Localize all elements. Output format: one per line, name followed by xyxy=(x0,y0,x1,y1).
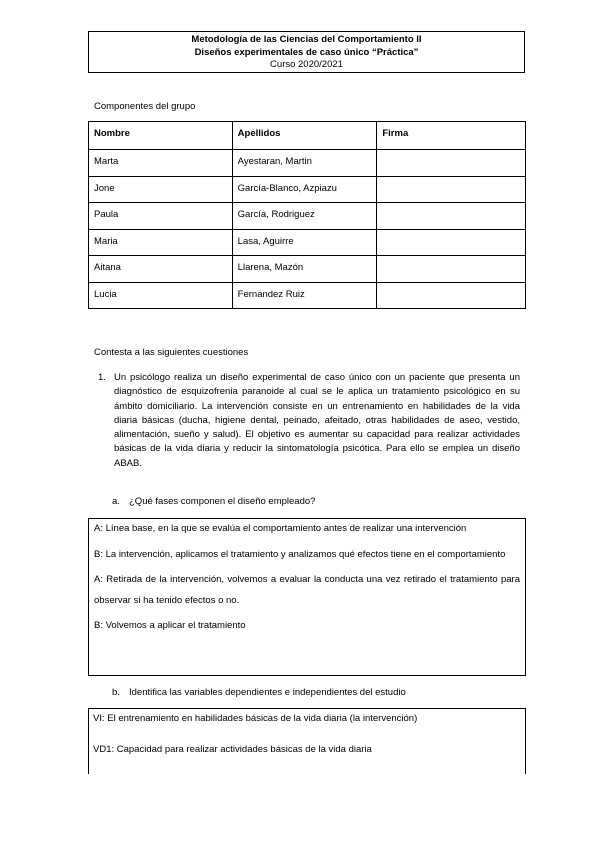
cell-apellidos: Fernandez Ruiz xyxy=(232,282,377,309)
sub-question-a xyxy=(112,496,315,507)
cell-apellidos: Ayestaran, Martin xyxy=(232,150,377,177)
sub-question-b xyxy=(112,687,406,698)
members-table xyxy=(88,121,526,309)
sub-question-text: ¿Qué fases componen el diseño empleado? xyxy=(129,496,316,507)
answer-line: B: La intervención, aplicamos el tratamiento y analizamos qué efectos tiene en el comportamiento xyxy=(94,548,506,560)
course-year: Curso 2020/2021 xyxy=(270,59,343,70)
cell-firma xyxy=(377,282,526,309)
sub-letter: a. xyxy=(112,496,120,507)
cell-nombre: Jone xyxy=(89,176,233,203)
column-header-apellidos: Apellidos xyxy=(232,122,377,150)
cell-firma xyxy=(377,150,526,177)
cell-nombre: Marta xyxy=(89,150,233,177)
table-row xyxy=(89,176,526,203)
cell-nombre: Paula xyxy=(89,203,233,230)
cell-apellidos: Llarena, Mazón xyxy=(232,256,377,283)
column-header-nombre: Nombre xyxy=(89,122,233,150)
group-label: Componentes del grupo xyxy=(94,101,196,112)
column-header-firma: Firma xyxy=(377,122,526,150)
table-row xyxy=(89,203,526,230)
cell-firma xyxy=(377,256,526,283)
table-row xyxy=(89,282,526,309)
cell-nombre: Aitana xyxy=(89,256,233,283)
answer-box-b xyxy=(88,708,526,774)
answer-line: VI: El entrenamiento en habilidades básicas de la vida diaria (la intervención) xyxy=(93,713,418,724)
question-text: Un psicólogo realiza un diseño experimental de caso único con un paciente que presenta un diagnóstico de esquizofrenia paranoide al cual se le aplica un tratamiento psicológico en su ámbito domiciliario. La intervención consiste en un entrenamiento en habilidades de la vida diaria básicas (ducha, higiene dental, peinado, afeitado, otras habilidades de aseo, vestido, alimentación, sueño y salud). El objetivo es aumentar su capacidad para realizar actividades básicas de la vida diaria y reducir la sintomatología psicótica. Para ello se emplea un diseño ABAB. xyxy=(114,372,520,469)
answer-line: B: Volvemos a aplicar el tratamiento xyxy=(94,620,246,631)
answer-line: VD1: Capacidad para realizar actividades básicas de la vida diaria xyxy=(93,744,372,755)
table-header-row xyxy=(89,122,526,150)
cell-firma xyxy=(377,176,526,203)
table-row xyxy=(89,150,526,177)
cell-firma xyxy=(377,203,526,230)
table-row xyxy=(89,229,526,256)
cell-nombre: Lucia xyxy=(89,282,233,309)
cell-firma xyxy=(377,229,526,256)
sub-letter: b. xyxy=(112,687,120,698)
question-1 xyxy=(98,371,520,471)
answer-line: A: Retirada de la intervención, volvemos a evaluar la conducta una vez retirado el tratamiento para observar si ha tenido efectos o no. xyxy=(94,574,520,606)
cell-apellidos: García, Rodriguez xyxy=(232,203,377,230)
answer-box-a xyxy=(88,518,526,676)
cell-apellidos: García-Blanco, Azpiazu xyxy=(232,176,377,203)
header-box xyxy=(88,31,525,73)
table-row xyxy=(89,256,526,283)
course-title: Metodología de las Ciencias del Comportamiento II xyxy=(191,34,422,45)
question-number: 1. xyxy=(98,372,106,383)
cell-nombre: Maria xyxy=(89,229,233,256)
practice-title: Diseños experimentales de caso único “Práctica” xyxy=(194,46,419,58)
instructions: Contesta a las siguientes cuestiones xyxy=(94,347,249,358)
sub-question-text: Identifica las variables dependientes e independientes del estudio xyxy=(129,687,406,698)
answer-line: A: Línea base, en la que se evalúa el comportamiento antes de realizar una intervención xyxy=(94,523,467,534)
cell-apellidos: Lasa, Aguirre xyxy=(232,229,377,256)
